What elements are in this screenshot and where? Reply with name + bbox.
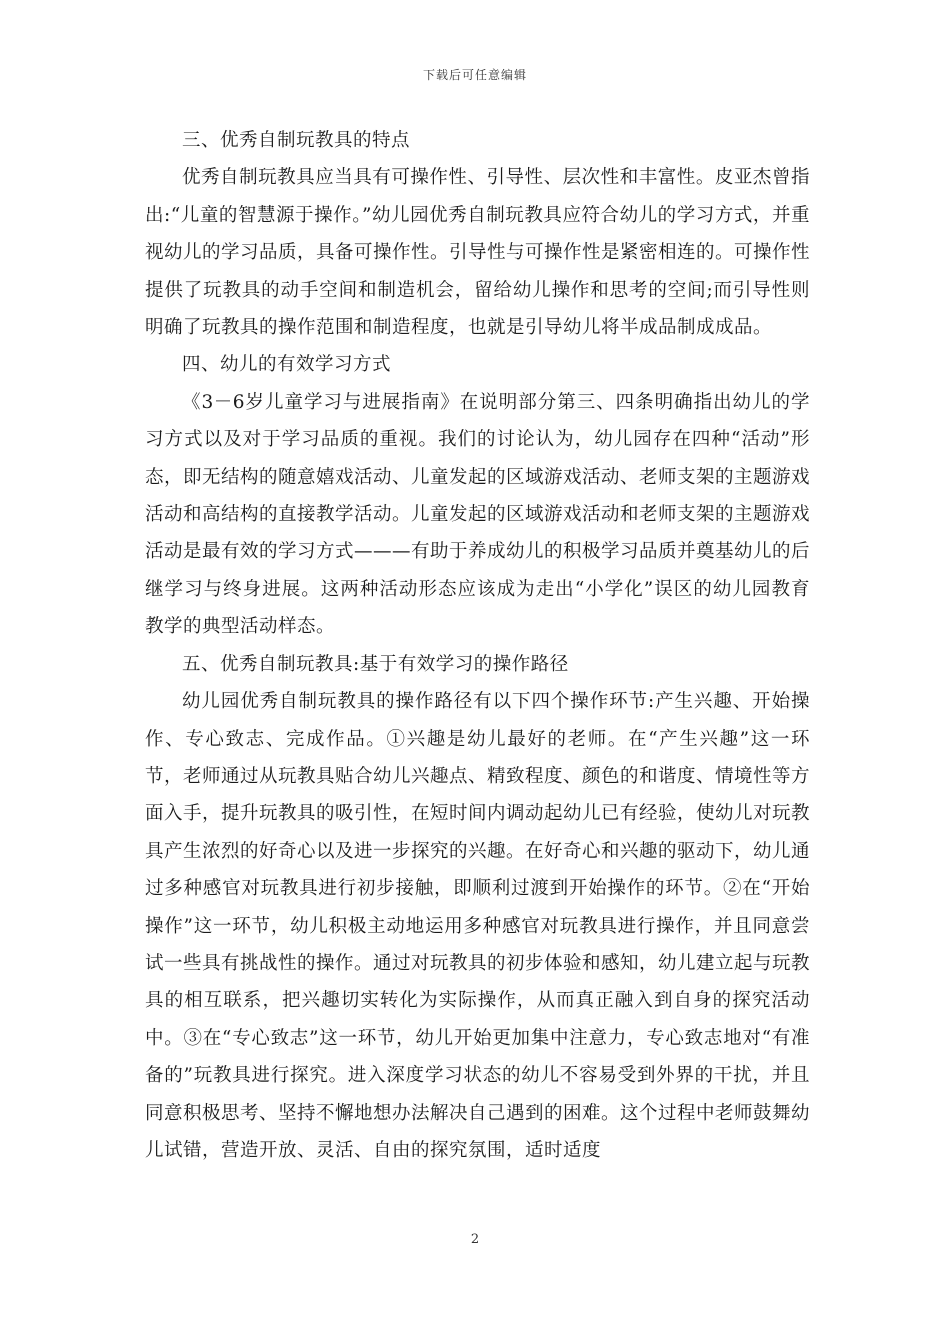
section-heading-5: 五、优秀自制玩教具:基于有效学习的操作路径 [182, 653, 569, 675]
paragraph-operation-path: 幼儿园优秀自制玩教具的操作路径有以下四个操作环节:产生兴趣、开始操作、专心致志、完成作品。①兴趣是幼儿最好的老师。在“产生兴趣”这一环节，老师通过从玩教具贴合幼儿兴趣点、精致程度、颜色的和谐度、情境性等方面入手，提升玩教具的吸引性，在短时间内调动起幼儿已有经验，使幼儿对玩教具产生浓烈的好奇心以及进一步探究的兴趣。在好奇心和兴趣的驱动下，幼儿通过多种感官对玩教具进行初步接触，即顺利过渡到开始操作的环节。②在“开始操作”这一环节，幼儿积极主动地运用多种感官对玩教具进行操作，并且同意尝试一些具有挑战性的操作。通过对玩教具的初步体验和感知，幼儿建立起与玩教具的相互联系，把兴趣切实转化为实际操作，从而真正融入到自身的探究活动中。③在“专心致志”这一环节，幼儿开始更加集中注意力，专心致志地对“有准备的”玩教具进行探究。进入深度学习状态的幼儿不容易受到外界的干扰，并且同意积极思考、坚持不懈地想办法解决自己遇到的困难。这个过程中老师鼓舞幼儿试错，营造开放、灵活、自由的探究氛围，适时适度 [145, 691, 811, 1161]
section-heading-4: 四、幼儿的有效学习方式 [182, 354, 392, 376]
page-number: 2 [470, 1232, 480, 1247]
page-header: 下载后可任意编辑 [422, 68, 527, 82]
document-body [145, 122, 810, 1169]
paragraph-characteristics: 优秀自制玩教具应当具有可操作性、引导性、层次性和丰富性。皮亚杰曾指出:“儿童的智慧源于操作。”幼儿园优秀自制玩教具应符合幼儿的学习方式，并重视幼儿的学习品质，具备可操作性。引导性与可操作性是紧密相连的。可操作性提供了玩教具的动手空间和制造机会，留给幼儿操作和思考的空间;而引导性则明确了玩教具的操作范围和制造程度，也就是引导幼儿将半成品制成成品。 [145, 167, 811, 339]
paragraph-learning-methods: 《3－6岁儿童学习与进展指南》在说明部分第三、四条明确指出幼儿的学习方式以及对于学习品质的重视。我们的讨论认为，幼儿园存在四种“活动”形态，即无结构的随意嬉戏活动、儿童发起的区域游戏活动、老师支架的主题游戏活动和高结构的直接教学活动。儿童发起的区域游戏活动和老师支架的主题游戏活动是最有效的学习方式———有助于养成幼儿的积极学习品质并奠基幼儿的后继学习与终身进展。这两种活动形态应该成为走出“小学化”误区的幼儿园教育教学的典型活动样态。 [145, 391, 811, 638]
section-heading-3: 三、优秀自制玩教具的特点 [182, 130, 411, 151]
